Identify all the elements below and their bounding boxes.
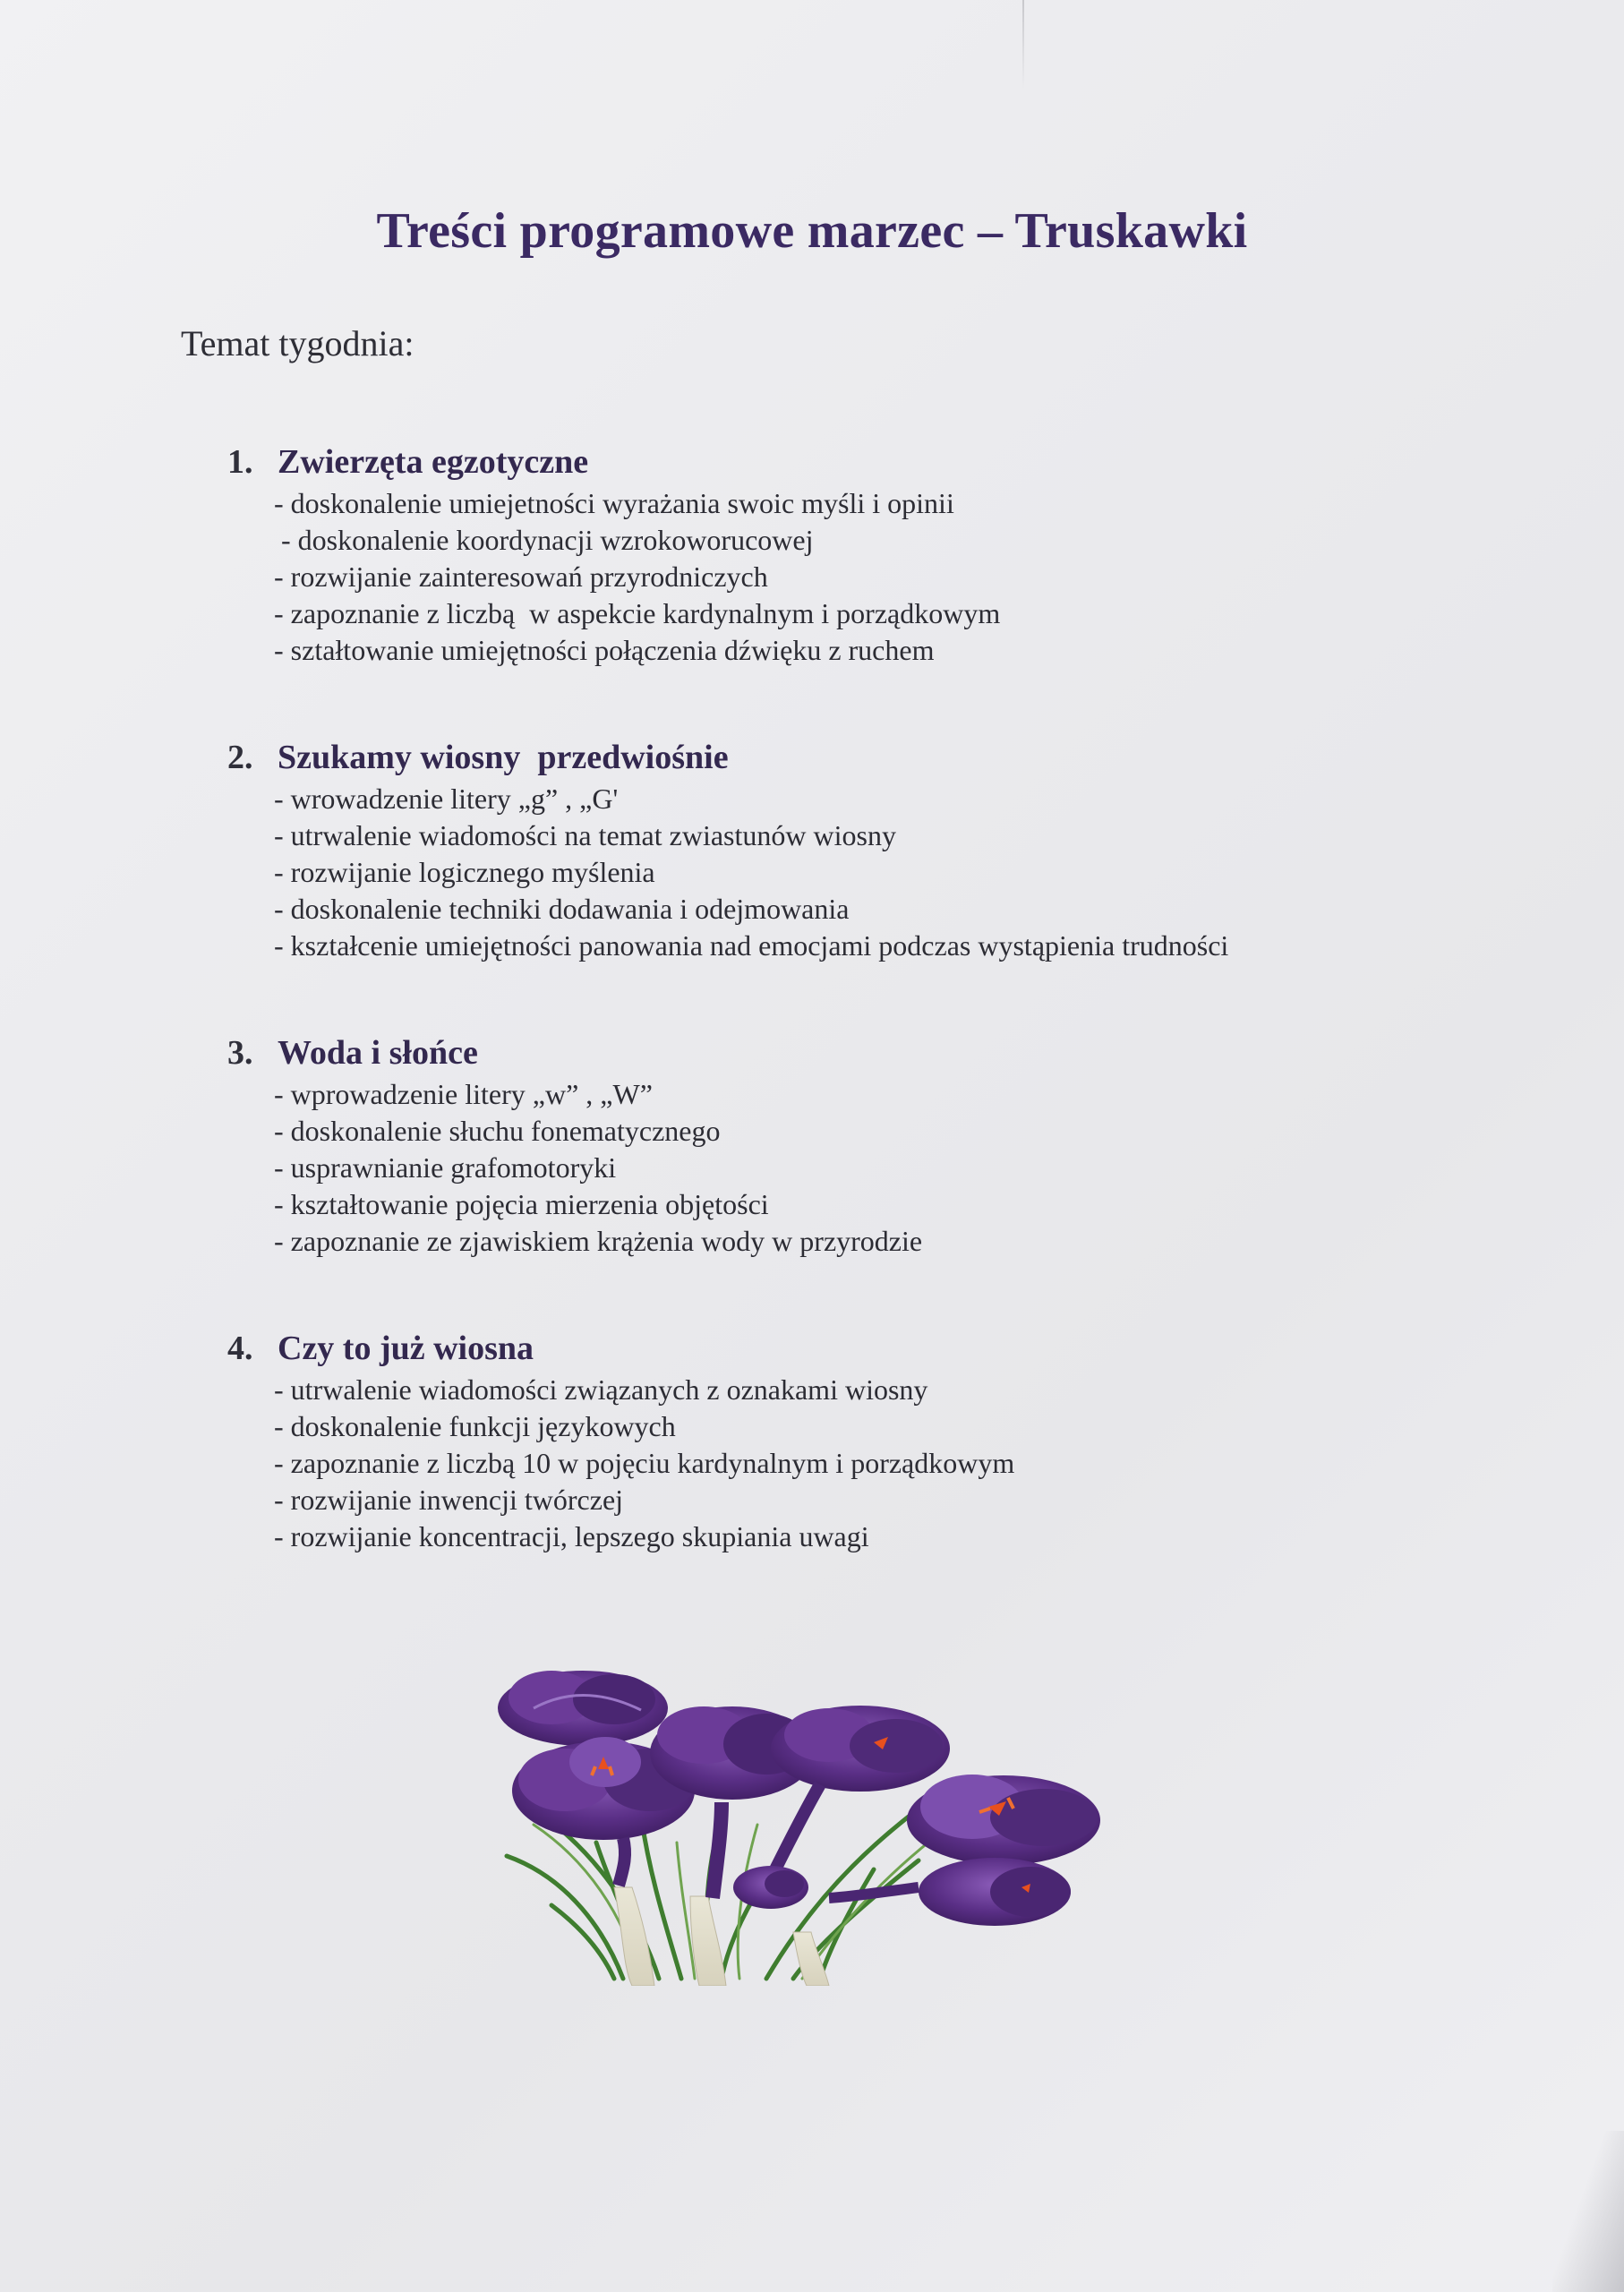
bullet-item: - kształtowanie pojęcia mierzenia objętości [274, 1188, 769, 1220]
section-title: Zwierzęta egzotyczne [278, 443, 589, 481]
crocus-flowers-icon [498, 1663, 1124, 1986]
bullet-item: - doskonalenie umiejetności wyrażania swoic myśli i opinii [274, 487, 954, 519]
bullet-item: - kształcenie umiejętności panowania nad emocjami podczas wystąpienia trudności [274, 929, 1229, 962]
section-heading [227, 1329, 1445, 1372]
section-number: 1. [227, 443, 253, 481]
bullet-item: - utrwalenie wiadomości związanych z oznakami wiosny [274, 1373, 928, 1406]
bullet-item: - rozwijanie inwencji twórczej [274, 1484, 624, 1516]
section-number: 3. [227, 1034, 253, 1072]
week-topic-label: Temat tygodnia: [181, 323, 415, 363]
bullet-item: - rozwijanie zainteresowań przyrodniczych [274, 560, 768, 593]
bullet-item: - usprawnianie grafomotoryki [274, 1151, 617, 1184]
document-title: Treści programowe marzec – Truskawki [376, 203, 1248, 259]
bullet-item: - wprowadzenie litery „w” , „W” [274, 1078, 653, 1110]
bullet-item: - zapoznanie z liczbą 10 w pojęciu kardynalnym i porządkowym [274, 1447, 1015, 1479]
section-title: Woda i słońce [278, 1034, 478, 1072]
bullet-item: - doskonalenie słuchu fonematycznego [274, 1115, 721, 1147]
bullet-item: - zapoznanie z liczbą w aspekcie kardynalnym i porządkowym [274, 597, 1001, 629]
section-3 [227, 1033, 1445, 1260]
section-heading [227, 1033, 1445, 1076]
section-4 [227, 1329, 1445, 1555]
bullet-item: - doskonalenie koordynacji wzrokoworucowej [274, 524, 814, 556]
section-number: 4. [227, 1330, 253, 1367]
bullet-item: - wrowadzenie litery „g” , „G' [274, 783, 619, 815]
section-heading [227, 738, 1445, 781]
paper-corner-shadow [1552, 2131, 1624, 2292]
bullet-item: - utrwalenie wiadomości na temat zwiastunów wiosny [274, 819, 896, 851]
section-bullet-list [227, 781, 1445, 964]
section-bullet-list [227, 1372, 1445, 1555]
section-title: Szukamy wiosny przedwiośnie [278, 739, 729, 776]
bullet-item: - doskonalenie funkcji językowych [274, 1410, 676, 1442]
section-title: Czy to już wiosna [278, 1330, 534, 1367]
bullet-item: - ształtowanie umiejętności połączenia dźwięku z ruchem [274, 634, 935, 666]
section-heading [227, 442, 1445, 485]
paper-fold-mark [1022, 0, 1024, 90]
bullet-item: - rozwijanie logicznego myślenia [274, 856, 655, 888]
section-number: 2. [227, 739, 253, 776]
section-bullet-list [227, 1076, 1445, 1260]
bullet-item: - doskonalenie techniki dodawania i odejmowania [274, 893, 850, 925]
section-2 [227, 738, 1445, 964]
section-1 [227, 442, 1445, 669]
section-bullet-list [227, 485, 1445, 669]
bullet-item: - zapoznanie ze zjawiskiem krążenia wody w przyrodzie [274, 1225, 923, 1257]
bullet-item: - rozwijanie koncentracji, lepszego skupiania uwagi [274, 1520, 869, 1552]
